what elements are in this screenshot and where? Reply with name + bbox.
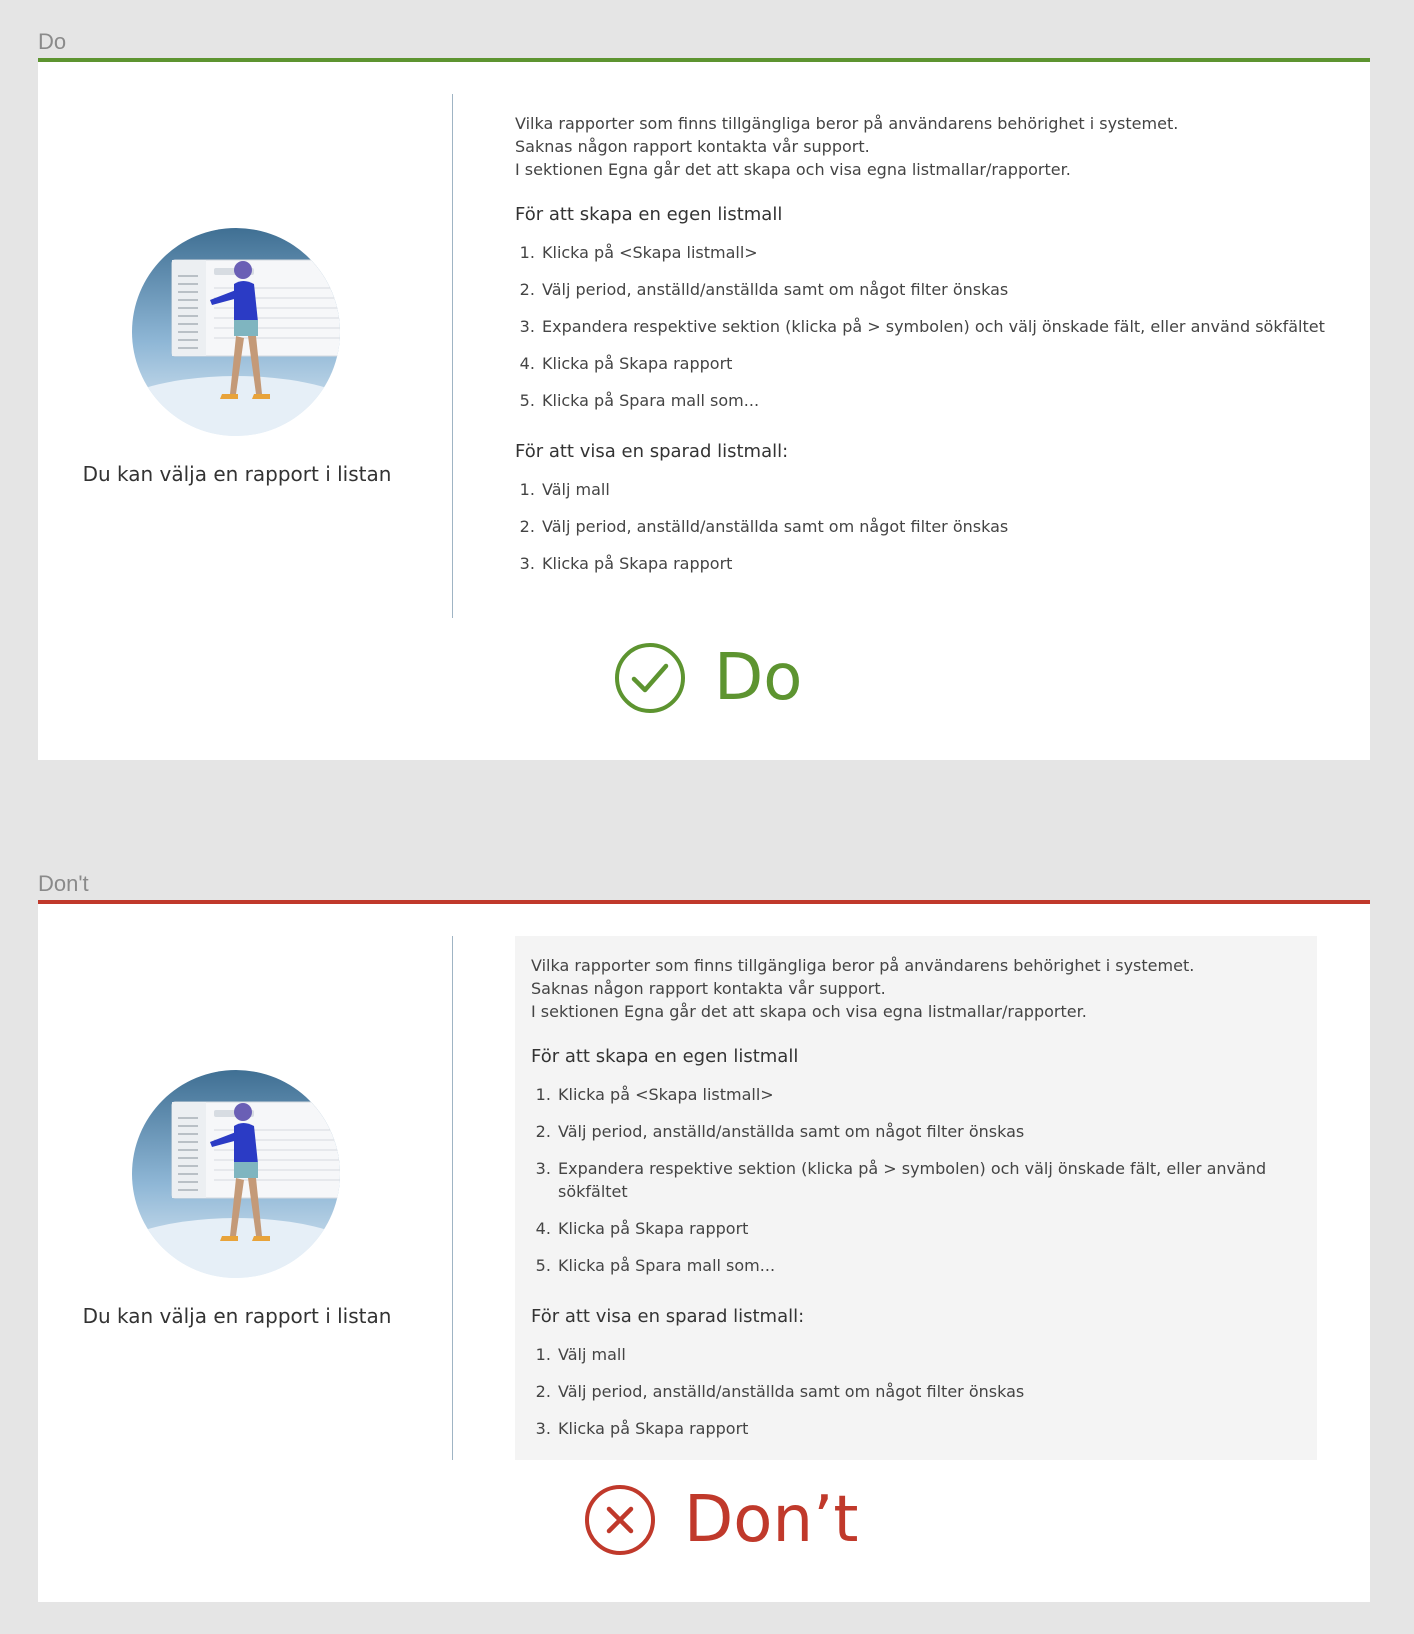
intro-line: I sektionen Egna går det att skapa och visa egna listmallar/rapporter. [515,160,1071,179]
do-verdict [614,642,802,714]
intro-line: Vilka rapporter som finns tillgängliga beror på användarens behörighet i systemet. [531,956,1195,975]
create-template-heading: För att skapa en egen listmall [531,1046,799,1067]
list-item: 2. Välj period, anställd/anställda samt om något filter önskas [556,1120,1301,1143]
list-item: 4. Klicka på Skapa rapport [556,1217,1301,1240]
list-item: 3. Expandera respektive sektion (klicka på > symbolen) och välj önskade fält, eller använd sökfältet [540,315,1335,338]
create-steps-list [515,241,1335,412]
check-circle-icon [614,642,686,714]
illustration-caption: Du kan välja en rapport i listan [82,1304,392,1328]
list-item: 1. Välj mall [540,478,1335,501]
list-item: 2. Välj period, anställd/anställda samt om något filter önskas [556,1380,1301,1403]
list-item: 3. Klicka på Skapa rapport [540,552,1335,575]
dont-section-label: Don't [38,871,89,896]
help-content [515,112,1335,589]
view-steps-list [515,478,1335,575]
intro-line: I sektionen Egna går det att skapa och visa egna listmallar/rapporter. [531,1002,1087,1021]
report-list-illustration [130,1068,342,1280]
list-item: 5. Klicka på Spara mall som... [540,389,1335,412]
dont-example-card [38,900,1370,1602]
intro-line: Saknas någon rapport kontakta vår support. [515,137,870,156]
list-item: 4. Klicka på Skapa rapport [540,352,1335,375]
do-section-label: Do [38,29,67,54]
help-content-boxed [515,936,1317,1460]
list-item: 2. Välj period, anställd/anställda samt om något filter önskas [540,515,1335,538]
dont-verdict-label: Don’t [684,1483,859,1557]
list-item: 1. Välj mall [556,1343,1301,1366]
list-item: 3. Expandera respektive sektion (klicka på > symbolen) och välj önskade fält, eller använd sökfältet [556,1157,1301,1203]
list-item: 3. Klicka på Skapa rapport [556,1417,1301,1440]
view-template-heading: För att visa en sparad listmall: [515,441,789,462]
vertical-divider [452,94,453,618]
illustration-caption: Du kan välja en rapport i listan [82,462,392,486]
list-item: 5. Klicka på Spara mall som... [556,1254,1301,1277]
dont-verdict [584,1484,858,1556]
do-example-card [38,58,1370,760]
list-item: 1. Klicka på <Skapa listmall> [540,241,1335,264]
do-verdict-label: Do [714,641,803,715]
vertical-divider [452,936,453,1460]
list-item: 1. Klicka på <Skapa listmall> [556,1083,1301,1106]
view-template-heading: För att visa en sparad listmall: [531,1306,805,1327]
x-circle-icon [584,1484,656,1556]
report-list-illustration [130,226,342,438]
list-item: 2. Välj period, anställd/anställda samt om något filter önskas [540,278,1335,301]
intro-line: Vilka rapporter som finns tillgängliga beror på användarens behörighet i systemet. [515,114,1179,133]
view-steps-list [531,1343,1301,1440]
intro-text [531,954,1301,1023]
intro-text [515,112,1335,181]
create-template-heading: För att skapa en egen listmall [515,204,783,225]
create-steps-list [531,1083,1301,1277]
intro-line: Saknas någon rapport kontakta vår support. [531,979,886,998]
